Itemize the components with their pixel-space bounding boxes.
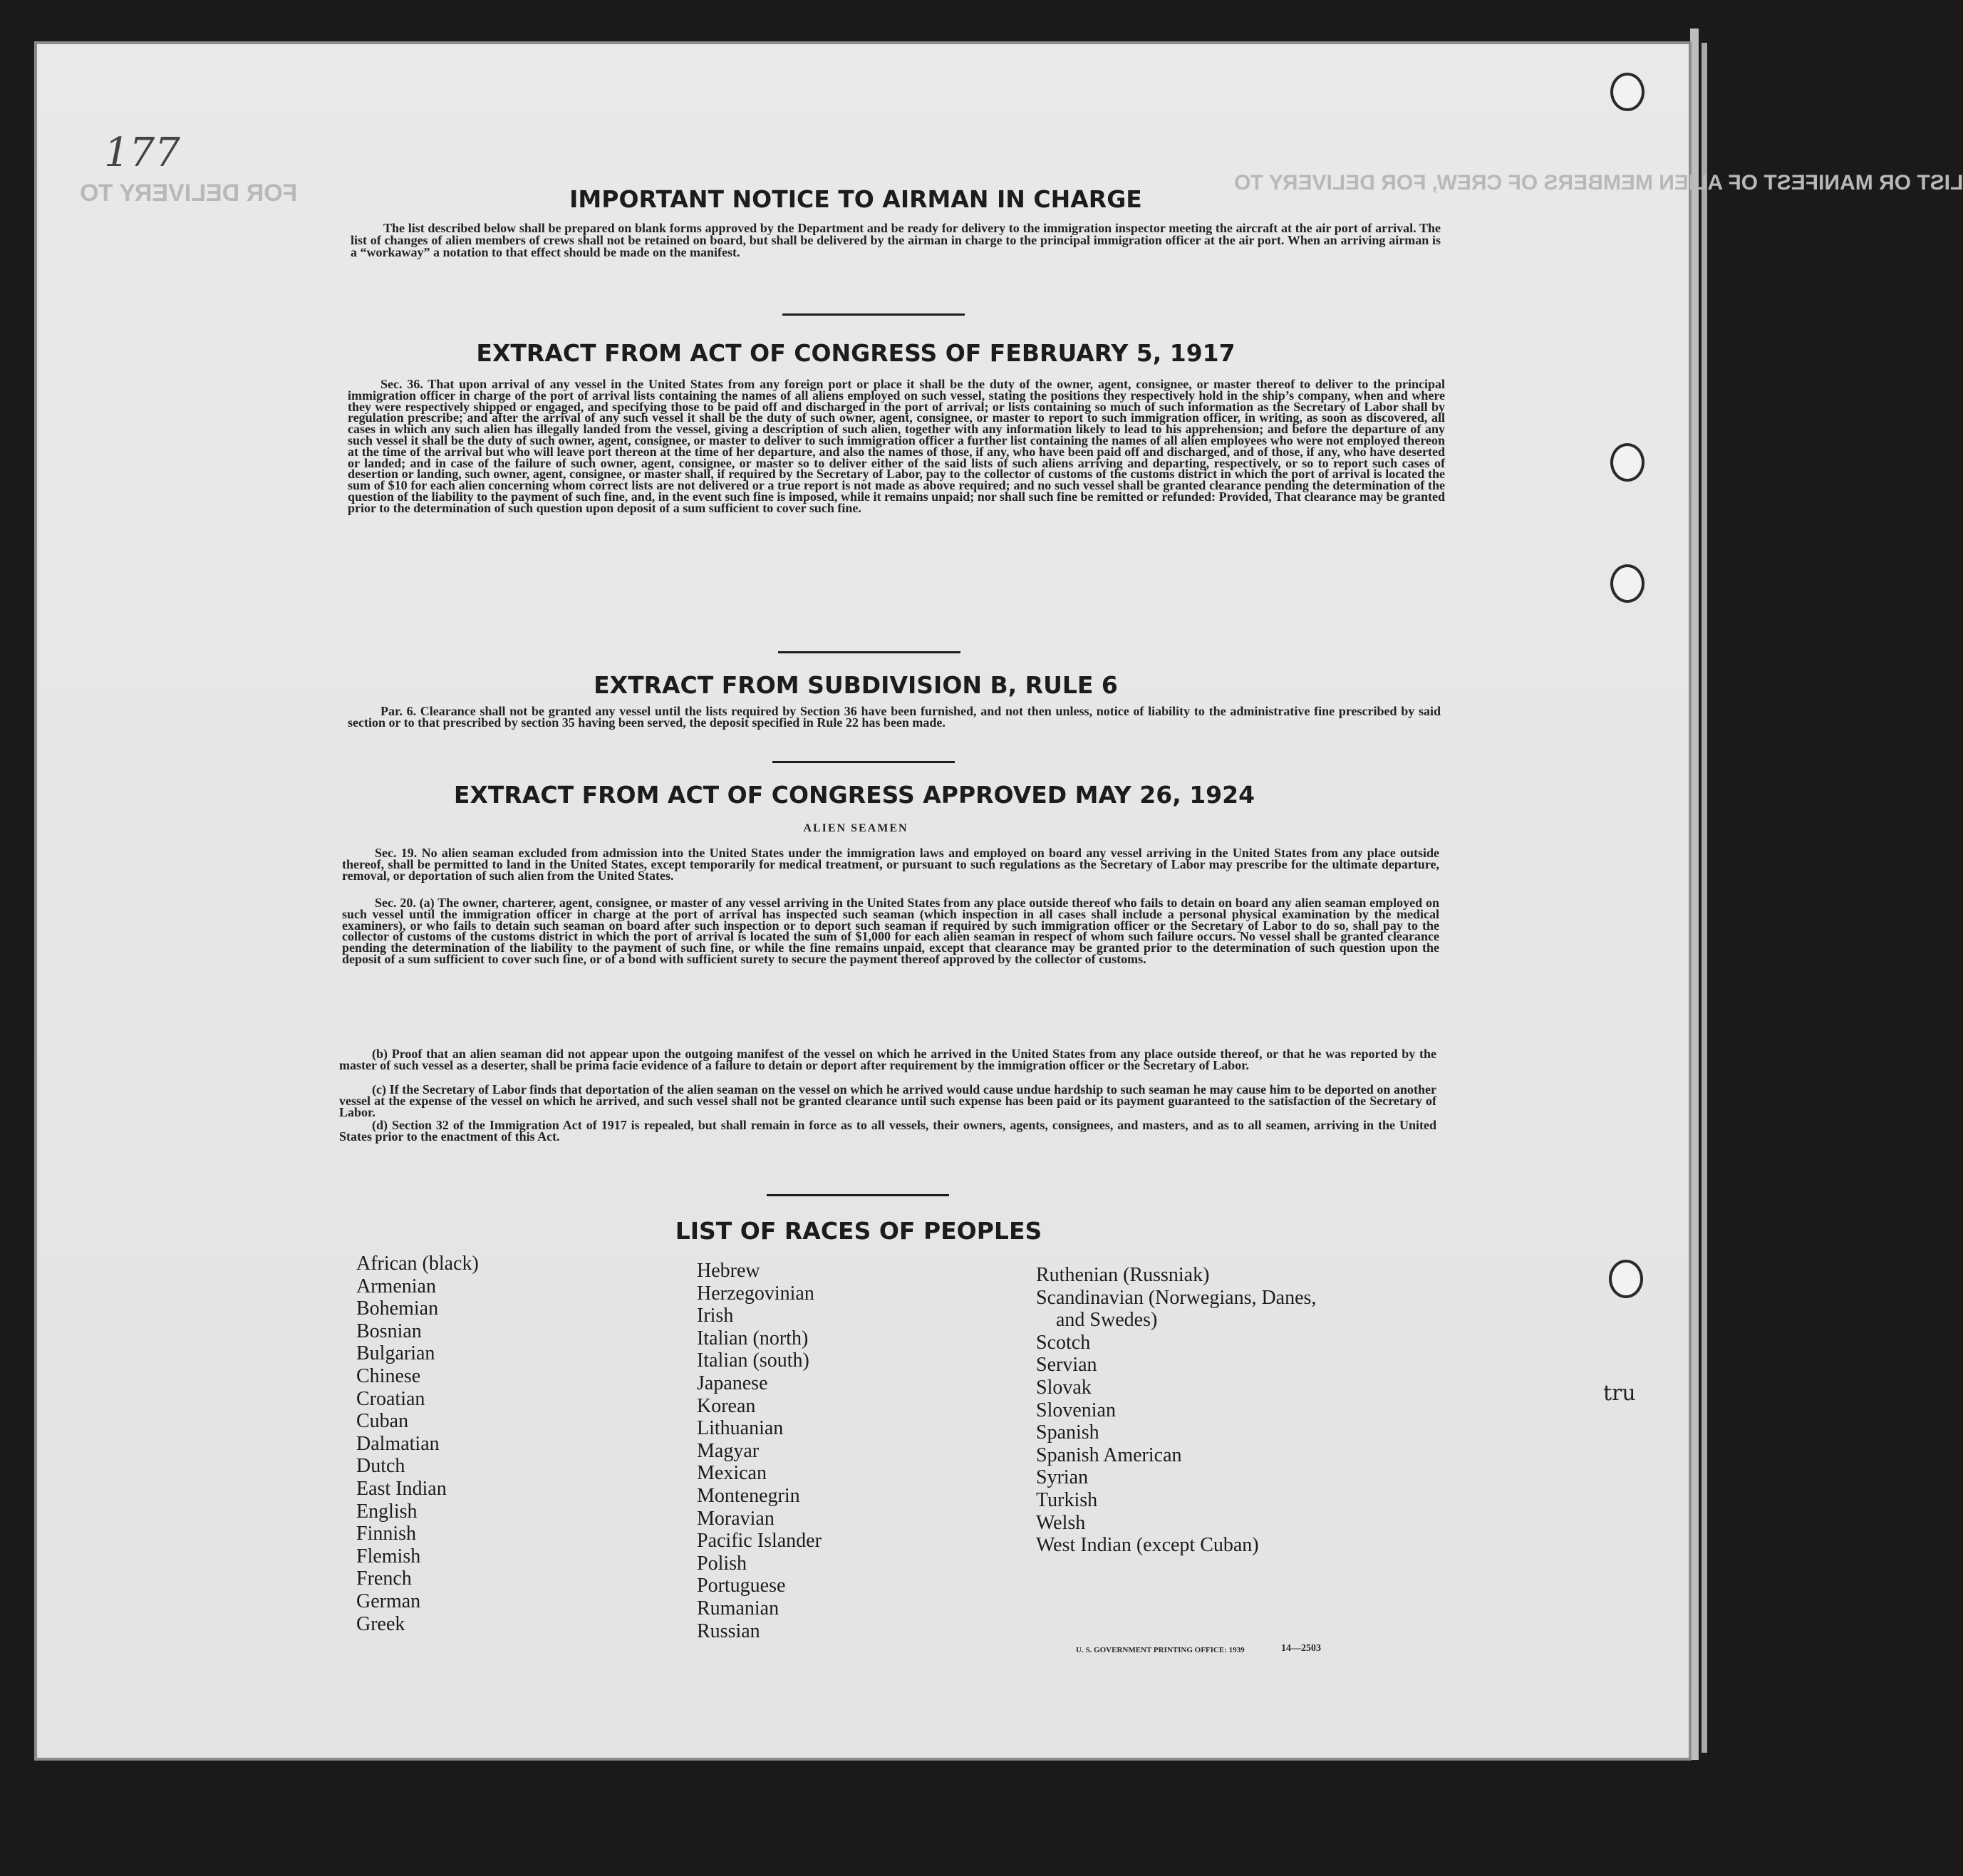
binder-hole bbox=[1609, 1260, 1643, 1298]
race-item: Cuban bbox=[356, 1410, 409, 1433]
race-item: African (black) bbox=[356, 1253, 479, 1275]
race-item: Scandinavian (Norwegians, Danes, bbox=[1036, 1286, 1317, 1309]
race-item: Flemish bbox=[356, 1545, 421, 1567]
race-item: Servian bbox=[1036, 1354, 1097, 1377]
race-item: Greek bbox=[356, 1612, 405, 1635]
race-item: Italian (north) bbox=[697, 1327, 809, 1349]
section-divider bbox=[778, 651, 960, 653]
margin-fragment: tru bbox=[1603, 1381, 1636, 1406]
race-item: Hebrew bbox=[697, 1260, 760, 1282]
races-column-1 bbox=[356, 1253, 479, 1635]
races-column-3 bbox=[1036, 1264, 1316, 1557]
section-divider bbox=[767, 1194, 949, 1196]
race-item: Bulgarian bbox=[356, 1342, 435, 1365]
page-stack-edge bbox=[1690, 28, 1699, 1760]
race-item: Chinese bbox=[356, 1364, 421, 1387]
race-item: Lithuanian bbox=[697, 1417, 784, 1440]
race-item: Slovenian bbox=[1036, 1399, 1116, 1421]
race-item: Ruthenian (Russniak) bbox=[1036, 1264, 1210, 1286]
act-1917-title: EXTRACT FROM ACT OF CONGRESS OF FEBRUARY 5, 1917 bbox=[476, 339, 1236, 367]
form-number: 14—2503 bbox=[1281, 1643, 1321, 1654]
race-item: Croatian bbox=[356, 1387, 425, 1410]
bleed-through-text: FOR DELIVERY TO bbox=[80, 180, 298, 207]
handwritten-page-number: 177 bbox=[104, 130, 180, 176]
notice-body: The list described below shall be prepared on blank forms approved by the Department and be ready for delivery to the immigration inspector meeting the aircraft at the air port of arrival. The list of changes of alien members of crews shall not be retained on board, but shall be delivered by the airman in charge to the principal immigration officer at the air port. When an arriving airman is a “workaway” a notation to that effect should be made on the manifest. bbox=[351, 221, 1441, 259]
act-1924-sec20c: (c) If the Secretary of Labor finds that deportation of the alien seaman on the vessel on which he arrived would cause undue hardship to such seaman he may cause him to be deported on another vessel at the expense of the vessel on which he arrived, and such vessel shall not be granted clearance until such expense has been paid or its payment guaranteed to the satisfaction of the Secretary of Labor. bbox=[339, 1082, 1436, 1119]
binder-hole bbox=[1610, 564, 1645, 603]
race-item: French bbox=[356, 1567, 412, 1590]
race-item: Japanese bbox=[697, 1372, 768, 1394]
act-1924-sec20a: Sec. 20. (a) The owner, charterer, agent, consignee, or master of any vessel arriving in the United States from any place outside thereof who fails to detain on board any alien seaman employed on such vessel until the immigration officer in charge at the port of arrival has inspected such seaman (which inspection in all cases shall include a personal physical examination by the medical examiners), or who fails to detain such seaman on board after such inspection or to deport such seaman if required by such immigration officer or the Secretary of Labor to do so, shall pay to the collector of customs of the customs district in which the port of arrival is located the sum of $1,000 for each alien seaman in respect of whom such failure occurs. No vessel shall be granted clearance pending the determination of the liability to the payment of such fine, or while the fine remains unpaid, except that clearance may be granted prior to the determination of such question upon the deposit of a sum sufficient to cover such fine, or of a bond with sufficient surety to secure the payment thereof approved by the collector of customs. bbox=[342, 896, 1439, 966]
act-1917-body: Sec. 36. That upon arrival of any vessel in the United States from any foreign port or place it shall be the duty of the owner, agent, consignee, or master thereof to deliver to the principal immigration officer in charge of the port of arrival lists containing the names of all aliens employed on such vessel, stating the positions they respectively hold in the ship’s company, when and where they were respectively shipped or engaged, and specifying those to be paid off and discharged in the port of arrival; or lists containing so much of such information as the Secretary of Labor shall by regulation prescribe; and after the arrival of any such vessel it shall be the duty of such owner, agent, consignee, or master to report to such immigration officer, in writing, as soon as discovered, all cases in which any such alien has illegally landed from the vessel, giving a description of such alien, together with any information likely to lead to his apprehension; and before the departure of any such vessel it shall be the duty of such owner, agent, consignee, or master to deliver to such immigration officer a further list containing the names of all alien employees who were not employed thereon at the time of the arrival but who will leave port thereon at the time of her departure, and also the names of those, if any, who have been paid off and discharged, and of those, if any, who have deserted or landed; and in case of the failure of such owner, agent, consignee, or master so to deliver either of the said lists of such aliens arriving and departing, respectively, or so to report such cases of desertion or landing, such owner, agent, consignee, or master shall, if required by the Secretary of Labor, pay to the collector of customs of the customs district in which the port of arrival is located the sum of $10 for each alien concerning whom correct lists are not delivered or a true report is not made as above required; and no such vessel shall be granted clearance pending the determination of the question of the liability to the payment of such fine, and, in the event such fine is imposed, while it remains unpaid; nor shall such fine be remitted or refunded: Provided, That clearance may be granted prior to the determination of such question upon deposit of a sum sufficient to cover such fine. bbox=[348, 377, 1445, 515]
race-item: Finnish bbox=[356, 1523, 417, 1545]
bleed-through-text: LIST OR MANIFEST OF ALIEN MEMBERS OF CREW, FOR DELIVERY TO bbox=[1234, 171, 1963, 195]
binder-hole bbox=[1610, 73, 1645, 111]
printer-imprint: U. S. GOVERNMENT PRINTING OFFICE: 1939 bbox=[1076, 1646, 1245, 1654]
race-item: Irish bbox=[697, 1305, 734, 1327]
race-item: Rumanian bbox=[697, 1597, 779, 1620]
race-item: Scotch bbox=[1036, 1331, 1091, 1354]
race-item: Bosnian bbox=[356, 1320, 422, 1342]
act-1924-sec19: Sec. 19. No alien seaman excluded from admission into the United States under the immigration laws and employed on board any vessel arriving in the United States from any place outside thereof, shall be permitted to land in the United States, except temporarily for medical treatment, or pursuant to such regulations as the Secretary of Labor may prescribe for the ultimate departure, removal, or deportation of such alien from the United States. bbox=[342, 846, 1439, 883]
races-title: LIST OF RACES OF PEOPLES bbox=[675, 1217, 1042, 1245]
race-item: Syrian bbox=[1036, 1466, 1089, 1489]
rule6-body: Par. 6. Clearance shall not be granted any vessel until the lists required by Section 36 have been furnished, and not then unless, notice of liability to the administrative fine prescribed by said section or to that prescribed by section 35 having been served, the deposit specified in Rule 22 has been made. bbox=[348, 704, 1441, 730]
race-item: Moravian bbox=[697, 1507, 775, 1530]
act-1924-sec20b: (b) Proof that an alien seaman did not appear upon the outgoing manifest of the vessel on which he arrived in the United States from any place outside thereof, or that he was reported by the master of such vessel as a deserter, shall be prima facie evidence of a failure to detain or deport after requirement by the immigration officer or the Secretary of Labor. bbox=[339, 1047, 1436, 1072]
race-item: Turkish bbox=[1036, 1488, 1098, 1511]
race-item: Dalmatian bbox=[356, 1432, 440, 1455]
race-item: Italian (south) bbox=[697, 1349, 809, 1372]
race-item: Magyar bbox=[697, 1439, 760, 1462]
race-item: Herzegovinian bbox=[697, 1282, 814, 1305]
race-item: Montenegrin bbox=[697, 1484, 800, 1507]
race-item: West Indian (except Cuban) bbox=[1036, 1534, 1259, 1557]
race-item: German bbox=[356, 1590, 421, 1612]
race-item: Russian bbox=[697, 1620, 760, 1642]
section-divider bbox=[782, 313, 965, 316]
race-item: Spanish bbox=[1036, 1421, 1099, 1444]
alien-seamen-subtitle: ALIEN SEAMEN bbox=[803, 822, 908, 834]
race-item: English bbox=[356, 1500, 418, 1523]
race-item: Korean bbox=[697, 1394, 756, 1417]
race-item: Armenian bbox=[356, 1275, 436, 1297]
rule6-title: EXTRACT FROM SUBDIVISION B, RULE 6 bbox=[594, 671, 1118, 699]
race-item: Welsh bbox=[1036, 1511, 1086, 1534]
race-item: Portuguese bbox=[697, 1575, 786, 1597]
binder-hole bbox=[1610, 443, 1645, 482]
race-item: Pacific Islander bbox=[697, 1530, 822, 1553]
page-stack-edge bbox=[1702, 43, 1707, 1753]
notice-title: IMPORTANT NOTICE TO AIRMAN IN CHARGE bbox=[569, 185, 1142, 213]
act-1924-sec20d: (d) Section 32 of the Immigration Act of 1917 is repealed, but shall remain in force as to all vessels, their owners, agents, consignees, and masters, and as to all seamen, arriving in the United States prior to the enactment of this Act. bbox=[339, 1118, 1436, 1144]
act-1924-title: EXTRACT FROM ACT OF CONGRESS APPROVED MAY 26, 1924 bbox=[453, 781, 1255, 809]
race-item: Polish bbox=[697, 1552, 747, 1575]
race-item: East Indian bbox=[356, 1477, 447, 1500]
document-page bbox=[37, 44, 1963, 1758]
section-divider bbox=[772, 761, 955, 763]
race-item: Dutch bbox=[356, 1455, 405, 1478]
race-item: Mexican bbox=[697, 1462, 767, 1485]
race-item: Bohemian bbox=[356, 1297, 439, 1320]
race-item: Spanish American bbox=[1036, 1444, 1182, 1466]
race-item: and Swedes) bbox=[1036, 1309, 1158, 1332]
races-column-2 bbox=[697, 1260, 822, 1642]
race-item: Slovak bbox=[1036, 1376, 1092, 1399]
